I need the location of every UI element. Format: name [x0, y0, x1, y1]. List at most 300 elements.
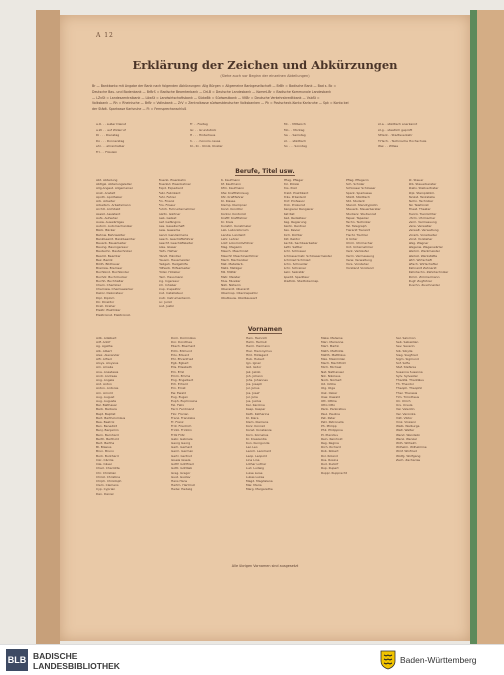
list-item: Bern. Bernhard: [96, 432, 119, 437]
list-item: Tischl. Tischler: [346, 232, 369, 237]
list-item: Gertr. Gertrud: [171, 453, 193, 458]
vornamen-table: [96, 336, 468, 496]
list-item: Cäs. Cäsar: [96, 462, 112, 467]
list-item: Am. Amalie: [96, 365, 114, 370]
list-item: Mech. Mechaniker: [221, 257, 249, 262]
list-item: Vikt. Viktor: [396, 415, 413, 420]
list-item: Prakt. Praktikant: [283, 190, 309, 195]
list-item: Ern. Ernst: [171, 386, 186, 391]
list-item: Expd. Expedient: [158, 186, 183, 191]
abbr-cell: st.a. . städtisch anerkannt: [378, 122, 418, 126]
list-item: Marg. Margarethe: [246, 487, 273, 492]
list-item: Buchbind. Buchbinder: [96, 270, 130, 275]
list-item: Hsm. Hausmann: [158, 274, 184, 279]
abbr-cell: Fr . . Freitag: [190, 122, 208, 126]
list-item: Emm. Emma: [171, 373, 191, 378]
abbr-line: — LZvSt = Landeszentralbank — LöwSt = Landwirtschaftsbank — SüdwBk = Südwestbank — VKBr = Deutsche Verkehrskreditbank — VsbSt =: [92, 95, 320, 100]
list-item: Pfleg. Pflegerin: [346, 178, 369, 182]
list-item: Rein. Reinhold: [321, 436, 343, 441]
abbr-cell: H . . . Hinterhaus: [190, 133, 216, 137]
list-item: Korn. Kornelius: [246, 432, 269, 437]
list-item: Vinz. Vinzenz: [396, 420, 416, 425]
list-item: Pos. Post: [283, 186, 297, 191]
list-item: Franz. Franziska: [171, 415, 195, 420]
list-item: Luise Luise: [246, 470, 263, 475]
list-item: Kar. Karoline: [246, 403, 265, 408]
list-item: Verw. Verwaltung: [346, 257, 372, 262]
list-item: Gust. Gustav: [171, 474, 191, 479]
list-item: Hild. Hildegard: [246, 352, 269, 357]
list-item: Jus. Justus: [246, 399, 262, 404]
list-item: Erh. Erhard: [171, 382, 188, 387]
list-item: Ausw. Auswärtiges: [96, 220, 124, 225]
list-item: Joh. Johann: [246, 373, 263, 378]
list-item: Zuschn. Zuschneider: [408, 283, 441, 288]
list-item: Frdr. Friedrich: [171, 424, 192, 429]
list-item: Sachb. Sachbearbeiter: [283, 241, 318, 246]
list-item: Kun. Kunigunde: [246, 441, 270, 446]
list-item: Schlossermstr. Schlossermeister: [283, 253, 332, 258]
list-item: Alfr. Alfred: [96, 357, 112, 362]
list-item: Alb. Albert: [96, 348, 112, 353]
list-item: Prof. Professor: [283, 199, 305, 204]
page-number: A 12: [96, 32, 114, 39]
list-item: Stb. Steuerberater: [408, 182, 437, 187]
list-item: Aufs. Aufseher: [96, 215, 118, 220]
list-item: Rup. Rupert: [321, 466, 339, 471]
list-item: Fin. Finanz: [158, 199, 175, 204]
list-item: Chrph. Christoph: [96, 478, 122, 483]
list-item: Mus. Musiker: [221, 278, 241, 283]
list-item: Ruppr. Rupprecht: [321, 470, 347, 475]
list-item: Johs. Johannes: [246, 378, 268, 383]
list-item: Ben. Benedikt: [96, 424, 118, 429]
list-item: Spark. Sparkasse: [346, 190, 372, 195]
list-item: Ulr. Ulrich: [396, 399, 411, 404]
list-item: Sib. Sibylle: [396, 348, 413, 353]
list-item: Stpl. Steinplatzm.: [408, 190, 436, 195]
list-item: Kontor. Kontorist: [221, 211, 246, 216]
abbr-cell: Kl., Kl. . Klinik, Kloster: [190, 144, 223, 148]
list-item: Insp. Inspektor: [158, 287, 181, 292]
list-item: Landw. Landwirt: [221, 232, 246, 237]
list-item: Fuhrh. Fuhrunternehmer: [158, 207, 196, 212]
list-item: Tankst. Tankstelle: [408, 194, 435, 199]
list-item: Fritz Fritz: [171, 432, 185, 437]
list-item: Edu. Eduard: [171, 352, 190, 357]
list-item: Walb. Walburga: [396, 424, 420, 429]
list-item: Georg Georg: [171, 441, 191, 446]
list-item: Thaddä. Thaddäus: [396, 378, 424, 383]
list-item: Ing. Ingenieur: [158, 278, 180, 283]
abbr-cell: [284, 150, 374, 156]
list-item: Wirt. Wirtschaft: [408, 257, 432, 262]
list-item: Sieg. Siegfried: [396, 352, 418, 357]
abbr-line: Volksbank — Rh = Rheinische — BrBr = Volksbank — ZrV = Zentralkasse südwestdeutscher Volksbanken — Pk = Postscheck-Konto Karlsruhe — Spk = Konto bei: [92, 101, 349, 106]
list-item: K. Kaufmann: [221, 178, 241, 182]
list-item: Assist. Assistent: [96, 211, 121, 216]
list-item: Kunstm. Kunstmaler: [221, 224, 252, 229]
list-item: Norb. Norbert: [321, 378, 342, 383]
list-item: Wagenw. Wagenwärter: [408, 245, 443, 250]
list-item: Gabr. Gabriele: [171, 436, 193, 441]
abbr-cell: Mo . . Montag: [284, 127, 305, 132]
list-item: Osw. Oswald: [321, 394, 340, 399]
list-item: Benj. Benjamin: [96, 428, 119, 433]
list-item: Gisela Gisela: [171, 457, 191, 462]
list-item: Bapt. Baptist: [96, 411, 116, 416]
list-item: Nik. Nikolaus: [321, 373, 341, 378]
abbr-cell: Gr. . . Grundstück: [190, 127, 217, 132]
abbr-cell: h. . . . honoris causa: [190, 138, 221, 143]
list-item: Fahr. Fahrer: [158, 194, 176, 199]
list-item: Schn. Schneider: [283, 262, 308, 267]
page-subtitle: (Siehe auch vor Beginn der einzelnen Abteilungen): [220, 74, 310, 78]
list-item: Fabr. Fabrikant: [158, 190, 181, 195]
list-item: Ferd. Ferdinand: [171, 407, 195, 412]
list-item: Ges. Gesellschaft: [158, 224, 185, 229]
list-item: Oberinsp. Oberinspektor: [221, 291, 258, 296]
list-item: Bahnw. Bahnwärter: [96, 232, 126, 237]
list-item: Zach. Zacharias: [396, 457, 421, 462]
list-item: Abtlgsl. Abteilungsleiter: [96, 182, 132, 187]
list-item: Brun. Bruno: [96, 449, 114, 454]
list-item: Ang. Angela: [96, 378, 115, 383]
list-item: Edm. Edmund: [171, 348, 193, 353]
state-name[interactable]: Baden-Württemberg: [400, 655, 477, 665]
abbr-cell: st. . . städtisch: [284, 138, 307, 143]
list-item: Prok. Prokurist: [283, 203, 306, 208]
list-item: Stadtob. Stadtoberinsp.: [283, 278, 320, 283]
abbr-line: der Städt. Sparkasse Karlsruhe — Ft = Fernsprechanschluß: [92, 107, 187, 112]
list-item: Klemp. Klempner: [221, 203, 247, 208]
list-item: Kr. Kreis: [221, 220, 234, 225]
list-item: Sof. Sofie: [396, 361, 410, 366]
list-item: Theoph. Theophil: [396, 386, 423, 391]
list-item: Rat Rat: [283, 211, 295, 216]
list-item: Mstr. Meister: [221, 274, 241, 279]
list-item: Phil. Philippine: [321, 428, 343, 433]
list-item: Lab. Laboratorium: [221, 228, 249, 233]
list-item: Ag. Agathe: [96, 344, 113, 349]
list-item: Bildh. Bildhauer: [96, 262, 120, 267]
list-item: Techn. Techniker: [346, 220, 371, 225]
list-item: Inh. Inhaber: [158, 283, 177, 288]
list-item: Kl. Klasse: [221, 199, 236, 204]
list-item: Werkm. Werkmeister: [408, 249, 440, 254]
list-item: Verm. Vermessung: [346, 253, 375, 258]
abbr-cell: T.Hsch. . Technische Hochschule: [378, 138, 427, 143]
list-item: Seb. Sebastian: [396, 340, 419, 345]
abbr-cell: st.g. . staatlich geprüft: [378, 127, 413, 132]
footer-bar: [0, 644, 504, 675]
list-item: Herm. Hermann: [246, 344, 270, 349]
list-item: Matth. Matthäus: [321, 352, 346, 357]
list-item: Allg.Angest. Allgemeiner: [96, 186, 133, 191]
list-item: Ph. Philipp: [321, 424, 337, 429]
list-item: Verm. Vermessung: [408, 220, 437, 225]
table-column: [246, 336, 318, 496]
list-item: Andr. Andreas: [96, 373, 117, 378]
list-item: Rol. Roland: [321, 453, 338, 458]
list-item: Jak. Jakob: [246, 369, 261, 374]
list-item: Schr. Schreiner: [283, 266, 307, 271]
list-item: Buchh. Buchhalter: [96, 278, 124, 283]
list-item: Charl. Charlotte: [96, 466, 120, 471]
list-item: Clem. Clemens: [96, 483, 119, 488]
abbr-cell: So . . . Sonntag: [284, 144, 307, 148]
list-item: Glas. Glaser: [158, 245, 177, 250]
list-item: Od. Odilie: [321, 382, 336, 387]
list-item: Gerh. Gerhard: [171, 445, 193, 450]
list-item: Ver. Veronika: [396, 411, 416, 416]
list-item: Aug. Auguste: [96, 399, 117, 404]
list-item: Masch. Maschinist: [221, 249, 249, 254]
list-item: Bauing. Bauingenieur: [96, 245, 129, 250]
list-item: Kfw. Kraftfahrzeug: [221, 190, 249, 195]
list-item: Susanna Susanna: [396, 369, 423, 374]
list-item: Flor. Florian: [171, 411, 189, 416]
list-item: Dir. Direktor: [96, 299, 115, 304]
list-item: Wolfg. Wolfgang: [396, 453, 421, 458]
list-item: Pfleg. Pfleger: [283, 178, 304, 182]
green-spine: [470, 10, 477, 644]
list-item: Ew. Ewald: [171, 390, 186, 395]
table-column: [321, 336, 393, 496]
list-item: Eisenb. Eisenbahn: [158, 178, 186, 182]
list-item: Oberarzt. Oberarzt: [221, 287, 250, 292]
list-item: Mari. Marianne: [321, 340, 344, 345]
list-item: U Unter: [346, 236, 358, 241]
list-item: Lehr. Lehrer: [221, 236, 239, 241]
list-item: Gef. Gefängnis: [158, 220, 181, 225]
abbr-cell: StVerk. . Stadtsverkehr: [378, 133, 413, 137]
list-item: Reg. Regierung: [283, 220, 307, 225]
list-item: Schl. Schlosser: [283, 249, 307, 254]
list-item: Bäck. Bäcker: [96, 228, 116, 233]
table-column: [396, 336, 468, 496]
list-item: Eug. Eugen: [171, 394, 189, 399]
bank-abbreviations: [92, 84, 467, 113]
list-item: Arn. Arnold: [96, 390, 113, 395]
list-item: Kath. Katharina: [246, 411, 270, 416]
list-item: Kond. Konditor: [221, 207, 243, 212]
list-item: Aloys. Aloysius: [96, 361, 119, 366]
list-item: Nat. Nathanael: [321, 369, 344, 374]
list-item: Steuerb. Steuerberater: [346, 207, 381, 212]
abbr-cell: Frl. . . Fräulein: [96, 149, 118, 154]
list-item: Euph. Euphrosine: [171, 399, 198, 404]
list-item: Aug. August: [96, 394, 115, 399]
list-item: Std. Student: [346, 199, 365, 204]
list-item: Hein. Heinrich: [246, 336, 268, 340]
abbr-cell: a.O. . . außer Dienst: [96, 122, 127, 126]
list-item: Petr. Petronella: [321, 420, 344, 425]
list-item: Gew. Gewerbe: [158, 228, 181, 233]
library-name[interactable]: [33, 651, 120, 671]
abbr-cell: Mi . . Mittwoch: [284, 122, 306, 126]
list-item: Hafn. Hafner: [158, 249, 178, 254]
list-item: Dekor. Dekorateur: [96, 291, 124, 296]
list-item: Anst. Anstalt: [96, 190, 116, 195]
list-item: Beamt. Beamter: [96, 253, 121, 258]
list-item: Bautechn. Bautechniker: [96, 249, 132, 254]
list-item: Val. Valentin: [396, 407, 415, 412]
list-item: Gottf. Gottfried: [171, 462, 194, 467]
list-item: Rentn. Rentner: [283, 224, 307, 229]
table-column: [159, 178, 219, 317]
list-item: Geb. Gebiet: [158, 215, 177, 220]
list-item: Dom. Dominikus: [171, 336, 196, 340]
list-item: Ros. Rosina: [321, 457, 339, 462]
list-item: Dan. Daniel: [96, 491, 114, 496]
list-item: Eisenbd. Eisenbahner: [158, 182, 191, 187]
list-item: Magd. Magdalena: [246, 478, 273, 483]
list-item: Verk. Verkäufer: [346, 249, 370, 254]
list-item: Berth. Berthold: [96, 436, 119, 441]
list-item: Bauarb. Bauarbeiter: [96, 241, 127, 246]
list-item: Hotel. Hotelier: [158, 270, 181, 275]
list-item: Wag. Wagner: [408, 241, 429, 246]
list-item: Tierzü. Tierzüchter: [408, 211, 437, 216]
list-item: Gottl. Gottlieb: [171, 466, 193, 471]
footnote: Alle übrigen Vornamen sind ausgesetzt: [231, 564, 299, 568]
list-item: Fris. Friseur: [158, 203, 176, 208]
list-item: Lud. Ludwig: [246, 466, 264, 471]
berufe-table: [96, 178, 468, 317]
abbr-cell: Ww. . . Witwe: [378, 144, 399, 148]
list-item: Reg. Regina: [321, 441, 339, 446]
library-name-line1: BADISCHE: [33, 651, 78, 661]
abbr-cell: Sa . . Samstag: [284, 133, 306, 137]
list-item: Bl. Blasius: [96, 445, 112, 450]
list-item: Kl. Klara: [246, 415, 259, 420]
list-item: Elektroinst. Elektroinst.: [96, 312, 131, 317]
list-item: Buchdr. Buchdrucker: [96, 274, 128, 279]
abbr-cell: Di . . . Dienstag: [96, 133, 120, 137]
section-heading-vornamen: Vornamen: [247, 326, 283, 333]
left-cover-edge: [36, 10, 60, 644]
list-item: Tierarzt Tierarzt: [346, 228, 370, 233]
list-item: Jos. Joseph: [246, 382, 263, 387]
list-item: Osk. Oskar: [321, 390, 338, 395]
list-item: Rud. Rudolf: [321, 462, 339, 467]
abbr-cell: [190, 150, 280, 156]
list-item: Fel. Felix: [171, 403, 184, 408]
list-item: Leo Leo: [246, 445, 258, 450]
list-item: Mag. Magazin: [221, 245, 242, 250]
list-item: Kfm. Kaufmann: [221, 186, 245, 191]
list-item: Hans Hans: [171, 478, 188, 483]
list-item: Gärtn. Gärtner: [158, 211, 181, 216]
list-item: Rangierer Rangierer: [283, 207, 314, 212]
list-item: Mil. Militär: [221, 270, 237, 275]
list-item: Abt. Abteilung: [96, 178, 118, 182]
right-cover-edge: [477, 10, 504, 644]
list-item: Mar. Maria: [246, 483, 262, 488]
list-item: Met. Metallarb.: [221, 262, 244, 267]
list-item: Isid. Isidor: [246, 365, 262, 370]
list-item: Walt. Walter: [396, 428, 415, 433]
list-item: Kr. Kreszentia: [246, 436, 267, 441]
page-title: Erklärung der Zeichen und Abkürzungen: [132, 58, 398, 72]
list-item: Alex. Alexander: [96, 352, 120, 357]
list-item: Schmied Schmied: [283, 257, 311, 262]
list-item: Eberh. Eberhard: [171, 344, 196, 349]
list-item: Elektr. Elektriker: [96, 308, 121, 313]
coat-of-arms-icon: [380, 650, 396, 670]
list-item: Jul. Julius: [246, 386, 260, 391]
list-item: Germ. German: [171, 449, 194, 454]
list-item: Leop. Leopold: [246, 453, 267, 458]
list-item: Adb. Adalbert: [96, 336, 117, 340]
list-item: Gend. Gendarmerie: [158, 232, 189, 237]
list-item: Rob. Robert: [321, 449, 339, 454]
abbr-line: Br — Bankkonto mit Angabe der Bank nach folgenden Abkürzungen: Allg Bürgen = Allgemeine Bankgesellschaft — BrBh = Badische Bank — Bad s. Bc =: [92, 84, 337, 88]
list-item: Spedit. Spediteur: [283, 274, 310, 279]
table-column: [346, 178, 406, 317]
list-item: Pol. Polizei: [283, 182, 300, 187]
list-item: Wend. Wendelin: [396, 432, 421, 437]
list-item: Klem. Klemens: [246, 420, 269, 425]
abbr-cell: Do . . . Donnerstag: [96, 138, 125, 143]
list-item: Lukas Lukas: [246, 474, 265, 479]
list-item: Wilhelm. Wilhelmine: [396, 445, 427, 450]
list-item: Kfz. Kraftfahrer: [221, 194, 244, 199]
list-item: Lina Lina: [246, 457, 260, 462]
blb-logo[interactable]: BLB: [6, 649, 28, 671]
list-item: St. Steuer: [408, 178, 424, 182]
list-item: Obstbauw. Obstbauwart: [221, 295, 258, 300]
section-heading-berufe: Berufe, Titel usw.: [235, 168, 295, 175]
list-item: Hub. Hubert: [246, 357, 265, 362]
list-item: Rkt. Rektor: [283, 236, 301, 241]
table-column: [284, 178, 344, 317]
list-item: Pet. Peter: [321, 415, 336, 420]
list-item: Konst. Konstanze: [246, 428, 272, 433]
list-item: Chr. Christian: [96, 470, 117, 475]
list-item: Verw. Verwalter: [408, 224, 432, 229]
list-item: Tel. Telegraph: [346, 224, 367, 229]
table-column: [409, 178, 469, 317]
list-item: Sylv. Sylvester: [396, 373, 418, 378]
list-item: Kf. Kaufmann: [221, 182, 241, 187]
list-item: Uhrm. Uhrmacher: [408, 215, 436, 220]
list-item: Ant. Anton: [96, 382, 112, 387]
list-item: Zimm. Zimmermann: [408, 274, 440, 279]
list-item: Ehr. Ehrenfried: [171, 357, 194, 362]
abbr-cell: a.W. . . auf Widerruf: [96, 127, 126, 132]
list-item: Hartm. Hartmut: [171, 483, 195, 488]
list-item: Dor. Dorothea: [171, 340, 192, 345]
list-item: Instr. Instrumentenm.: [158, 295, 192, 300]
library-name-line2: LANDESBIBLIOTHEK: [33, 661, 120, 671]
list-item: Kraftf. Kraftfahrer: [221, 215, 248, 220]
list-item: Chem. Chemiker: [96, 283, 121, 288]
general-abbreviations: [96, 122, 468, 155]
list-item: Sekr. Sekretär: [283, 270, 305, 275]
list-item: Jos. Josef: [246, 390, 260, 395]
list-item: Stef. Stefanie: [396, 365, 417, 370]
list-item: Mech. Mechthild: [321, 361, 346, 366]
list-item: Lothar Lothar: [246, 462, 267, 467]
list-item: Bert. Bertha: [96, 441, 115, 446]
list-item: Elis. Elisabeth: [171, 365, 192, 370]
list-item: Lokf. Lokomotivführer: [221, 241, 254, 246]
list-item: Dipl. Diplom: [96, 295, 115, 300]
list-item: Städt. Städtisch: [346, 194, 370, 199]
list-item: Metz. Metzger: [221, 266, 243, 271]
